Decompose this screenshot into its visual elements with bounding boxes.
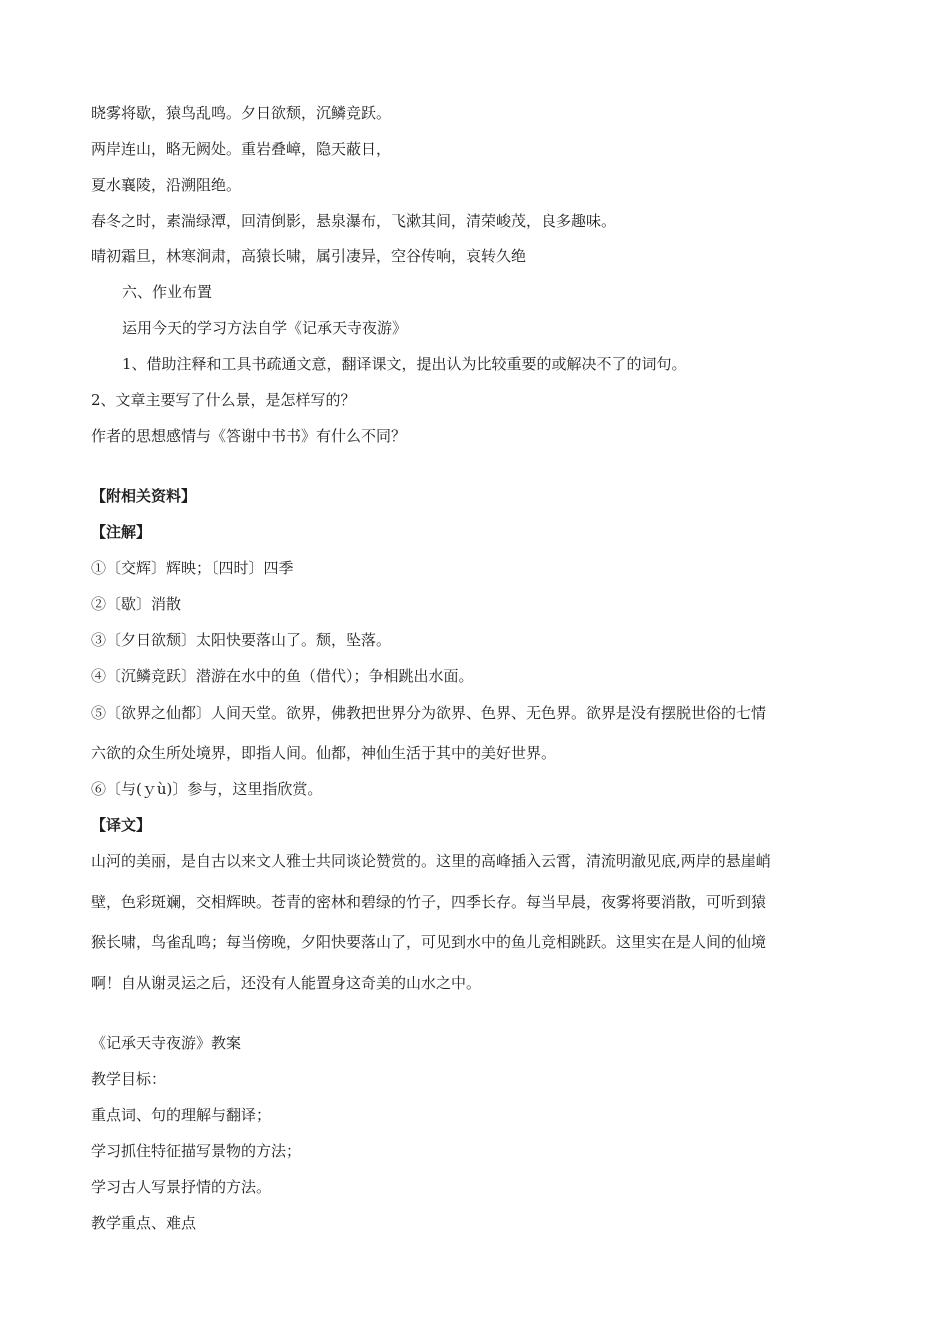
goal-item: 学习抓住特征描写景物的方法； (91, 1142, 302, 1160)
poem-line: 两岸连山，略无阙处。重岩叠嶂，隐天蔽日， (91, 140, 392, 158)
note-item: ⑥〔与(ｙù)〕参与，这里指欣赏。 (91, 780, 323, 798)
note-item: ①〔交辉〕辉映；〔四时〕四季 (91, 559, 294, 577)
note-item: ②〔歇〕消散 (91, 595, 182, 613)
homework-item-1: 1、借助注释和工具书疏通文意，翻译课文，提出认为比较重要的或解决不了的词句。 (122, 355, 687, 373)
appendix-heading: 【附相关资料】 (91, 487, 197, 505)
homework-heading: 六、作业布置 (122, 283, 213, 301)
poem-line: 春冬之时，素湍绿潭，回清倒影，悬泉瀑布，飞漱其间，清荣峻茂，良多趣味。 (91, 212, 617, 230)
note-item: 六欲的众生所处境界，即指人间。仙都，神仙生活于其中的美好世界。 (91, 744, 557, 762)
poem-line: 晴初霜旦，林寒涧肃，高猿长啸，属引凄异，空谷传响，哀转久绝 (91, 247, 527, 265)
homework-intro: 运用今天的学习方法自学《记承天寺夜游》 (122, 319, 408, 337)
homework-item-3: 作者的思想感情与《答谢中书书》有什么不同？ (91, 427, 407, 445)
translation-line: 壁，色彩斑斓，交相辉映。苍青的密林和碧绿的竹子，四季长存。每当早晨，夜雾将要消散，可听到猿 (91, 893, 767, 911)
poem-line: 夏水襄陵，沿溯阻绝。 (91, 176, 242, 194)
goal-item: 学习古人写景抒情的方法。 (91, 1178, 272, 1196)
note-item: ③〔夕日欲颓〕太阳快要落山了。颓，坠落。 (91, 631, 392, 649)
translation-line: 猴长啸，鸟雀乱鸣；每当傍晚，夕阳快要落山了，可见到水中的鱼儿竞相跳跃。这里实在是人间的仙境 (91, 933, 767, 951)
lesson-title: 《记承天寺夜游》教案 (91, 1034, 242, 1052)
note-item: ④〔沉鳞竞跃〕潜游在水中的鱼（借代）；争相跳出水面。 (91, 667, 474, 685)
note-item: ⑤〔欲界之仙都〕人间天堂。欲界，佛教把世界分为欲界、色界、无色界。欲界是没有摆脱世俗的七情 (91, 704, 767, 722)
translation-line: 山河的美丽，是自古以来文人雅士共同谈论赞赏的。这里的高峰插入云霄，清流明澈见底,两岸的悬崖峭 (91, 852, 771, 870)
key-points-heading: 教学重点、难点 (91, 1214, 197, 1232)
translation-line: 啊！自从谢灵运之后，还没有人能置身这奇美的山水之中。 (91, 974, 482, 992)
notes-heading: 【注解】 (91, 523, 152, 541)
goals-heading: 教学目标： (91, 1070, 167, 1088)
translation-heading: 【译文】 (91, 816, 152, 834)
homework-item-2: 2、文章主要写了什么景，是怎样写的？ (91, 391, 356, 409)
goal-item: 重点词、句的理解与翻译； (91, 1106, 272, 1124)
poem-line: 晓雾将歇，猿鸟乱鸣。夕日欲颓，沉鳞竞跃。 (91, 104, 392, 122)
